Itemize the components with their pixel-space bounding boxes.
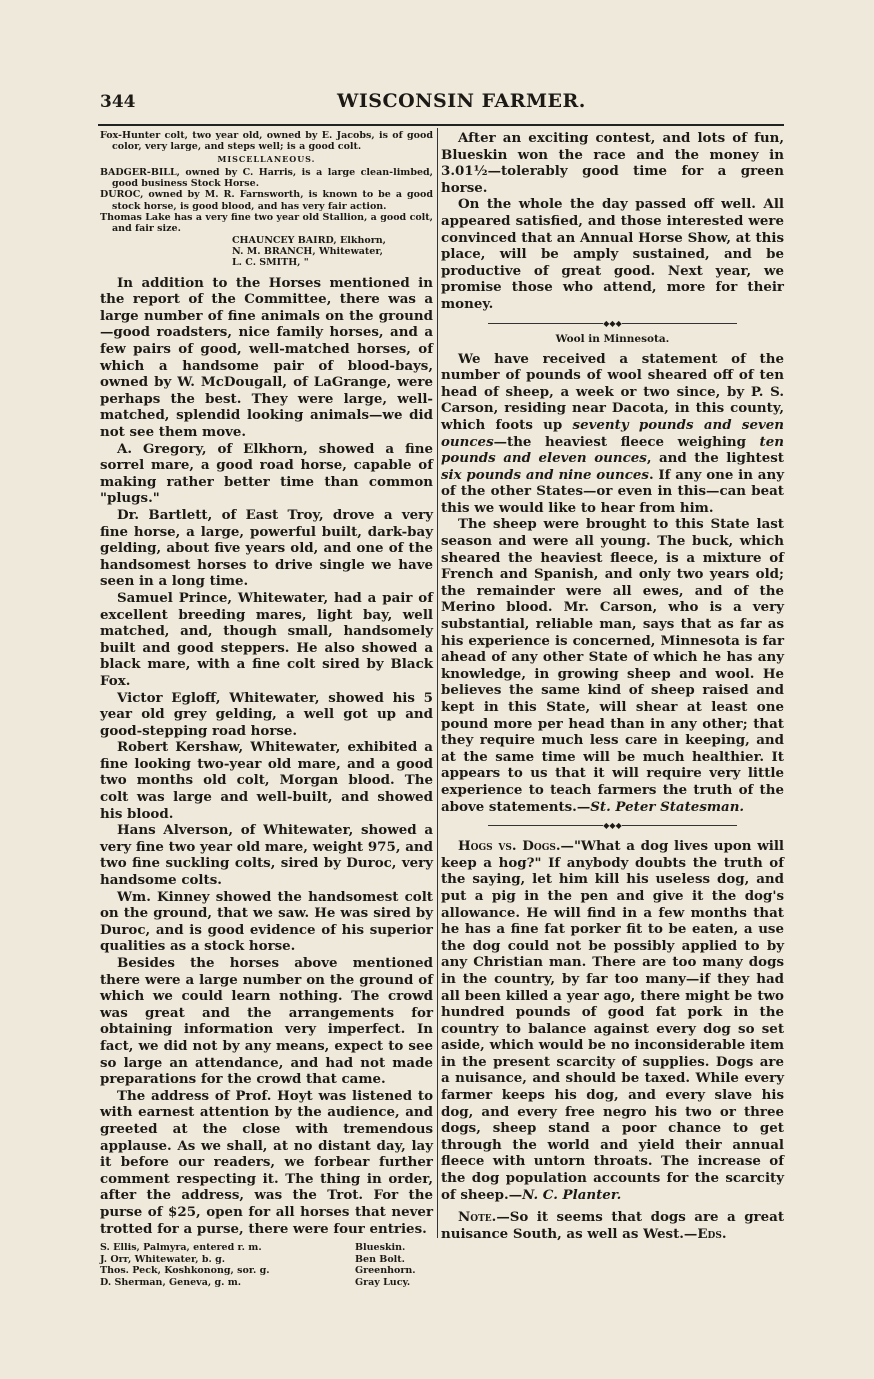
section-separator: [441, 821, 784, 830]
paragraph: Wm. Kinney showed the handsomest colt on the ground, that we saw. He was sired by Duroc, and is good evidence of his superior qualities as a stock horse.: [100, 888, 433, 955]
source-attribution: St. Peter Statesman.: [590, 798, 745, 815]
text-run: The sheep were brought to this State last season and were all young. The buck, which sheared the heaviest fleece, is a mixture of French and Spanish, and only two years old; the remainder were all ewes, and of the Merino blood. Mr. Carson, who is a very substantial, reliable man, says that as far as his experience is concerned, Minnesota is far ahead of any other State of which he has any knowledge, in growing sheep and wool. He believes the same kind of sheep raised and kept in this State, will shear at least one pound more per head than in any other; that they require much less care in keeping, and at the same time will be much healthier. It appears to us that it will require very little experience to teach farmers the truth of the above statements.—: [441, 516, 784, 815]
entry-owner: S. Ellis, Palmyra, entered r. m.: [100, 1242, 262, 1254]
editors-signature: Eds.: [697, 1225, 727, 1242]
signature: N. M. BRANCH, Whitewater,: [232, 245, 383, 257]
wool-section-title: Wool in Minnesota.: [555, 332, 670, 345]
note-paragraph: [441, 1209, 784, 1242]
wool-paragraph-1: [441, 351, 784, 517]
column-divider: [437, 128, 438, 1238]
trot-entry: [100, 1242, 433, 1254]
entry-badger-bill: BADGER-BILL, owned by C. Harris, is a large clean-limbed, good business Stock Horse.: [100, 166, 433, 190]
separator-rule-left: [488, 825, 603, 826]
hogs-paragraph: [441, 838, 784, 1203]
paragraph: The address of Prof. Hoyt was listened to with earnest attention by the audience, and greeted at the close with tremendous applause. As we shall, at no distant day, lay it before our readers, we forbear further comment respecting it. The thing in order, after the address, was the Trot. For the purse of $25, open for all horses that never trotted for a purse, there were four entries.: [100, 1087, 433, 1237]
entry-horse: Ben Bolt.: [355, 1253, 405, 1265]
entry-owner: D. Sherman, Geneva, g. m.: [100, 1276, 242, 1288]
paragraph: On the whole the day passed off well. All appeared satisfied, and those interested were convinced that an Annual Horse Show, at this place, will be amply sustained, and be productive of great good. Next year, we promise those who attend, more for their money.: [441, 196, 784, 312]
text-run: , and the lightest: [646, 450, 784, 467]
wool-paragraph-2: [441, 516, 784, 815]
signature: L. C. SMITH, ": [232, 256, 309, 268]
text-run: —the heaviest fleece weighing: [493, 433, 760, 450]
paragraph: After an exciting contest, and lots of fun, Blueskin won the race and the money in 3.01½—tolerably good time for a green horse.: [441, 130, 784, 196]
header-rule: [98, 124, 784, 126]
separator-rule-right: [622, 825, 737, 826]
italic-run: ten pounds and eleven ounces: [441, 433, 784, 467]
text-run: . If any one in any of the other States—or even in this—can beat this we would like to hear from him.: [441, 466, 784, 516]
committee-signatures: [232, 235, 433, 268]
text-run: —So it seems that dogs are a great nuisance South, as well as West.—: [441, 1209, 784, 1242]
trot-entry: [100, 1277, 433, 1289]
committee-entries: [100, 130, 433, 235]
entry-fox-hunter: Fox-Hunter colt, two year old, owned by E. Jacobs, is of good color, very large, and steps well; is a good colt.: [100, 130, 433, 153]
right-column: [441, 130, 784, 1242]
source-attribution: N. C. Planter.: [522, 1186, 622, 1203]
paragraph: Robert Kershaw, Whitewater, exhibited a fine looking two-year old mare, and a good two months old colt, Morgan blood. The colt was large and well-built, and showed his blood.: [100, 739, 433, 822]
trot-entry: [100, 1254, 433, 1266]
entry-horse: Gray Lucy.: [355, 1276, 411, 1288]
entry-horse: Blueskin.: [355, 1242, 406, 1254]
separator-rule-left: [488, 323, 603, 324]
paragraph: Dr. Bartlett, of East Troy, drove a very fine horse, a large, powerful built, dark-bay gelding, about five years old, and one of the handsomest horses to drive single we have seen in a long time.: [100, 506, 433, 590]
paragraph: A. Gregory, of Elkhorn, showed a fine sorrel mare, a good road horse, capable of making rather better time than common "plugs.": [100, 440, 433, 507]
article-lead: Hogs vs. Dogs.: [458, 838, 561, 855]
text-run: We have received a statement of the number of pounds of wool sheared off of ten head of sheep, a week or two since, by P. S. Carson, residing near Dacota, in this county, which foots up: [441, 350, 784, 433]
paragraph: Samuel Prince, Whitewater, had a pair of excellent breeding mares, light bay, well matched, and, though small, handsomely built and good steppers. He also showed a black mare, with a fine colt sired by Black Fox.: [100, 589, 433, 689]
separator-ornament: ◆◆◆: [603, 820, 622, 831]
trot-entry: [100, 1265, 433, 1277]
entry-horse: Greenhorn.: [355, 1265, 416, 1277]
paragraph: In addition to the Horses mentioned in the report of the Committee, there was a large number of fine animals on the ground—good roadsters, nice family horses, and a few pairs of good, well-matched horses, of which a handsome pair of blood-bays, owned by W. McDougall, of LaGrange, were perhaps the best. They were large, well-matched, splendid looking animals—we did not see them move.: [100, 274, 433, 441]
section-separator: [441, 319, 784, 328]
signature: CHAUNCEY BAIRD, Elkhorn,: [232, 234, 386, 246]
page-title: WISCONSIN FARMER.: [337, 90, 586, 112]
paragraph: Hans Alverson, of Whitewater, showed a very fine two year old mare, weight 975, and two fine suckling colts, sired by Duroc, very handsome colts.: [100, 822, 433, 889]
entry-thomas-lake: Thomas Lake has a very fine two year old Stallion, a good colt, and fair size.: [100, 212, 433, 235]
italic-run: seventy pounds and seven ounces: [441, 416, 784, 450]
text-run: —"What a dog lives upon will keep a hog?" If anybody doubts the truth of the saying, let him kill his useless dog, and put a pig in the pen and give it the dog's allowance. He will find in a few months that he has a fine fat porker fit to be eaten, a use the dog could not be possibly applied to by any Christian man. There are too many dogs in the country, by far too many—if they had all been killed a year ago, there might be two hundred pounds of good fat pork in the country to balance against every dog so set aside, which would be no inconsiderable item in the present scarcity of supplies. Dogs are a nuisance, and should be taxed. While every farmer keeps his dog, and every slave his dog, and every free negro his two or three dogs, sheep stand a poor chance to get through the world and yield their annual fleece with untorn throats. The increase of the dog population accounts for the scarcity of sheep.—: [441, 838, 784, 1203]
paragraph: Victor Egloff, Whitewater, showed his 5 year old grey gelding, a well got up and good-stepping road horse.: [100, 689, 433, 739]
separator-ornament: ◆◆◆: [603, 317, 622, 328]
miscellaneous-heading: MISCELLANEOUS.: [217, 153, 316, 164]
separator-rule-right: [622, 323, 737, 324]
left-column: [100, 130, 433, 1288]
trot-entries: [100, 1242, 433, 1288]
entry-owner: J. Orr, Whitewater, b. g.: [100, 1253, 226, 1265]
entry-duroc: DUROC, owned by M. R. Farnsworth, is known to be a good stock horse, is good blood, and has very fair action.: [100, 189, 433, 212]
italic-run: six pounds and nine ounces: [441, 466, 649, 483]
page-number: 344: [100, 92, 136, 112]
entry-owner: Thos. Peck, Koshkonong, sor. g.: [100, 1265, 270, 1277]
paragraph: Besides the horses above mentioned there were a large number on the ground of which we could learn nothing. The crowd was great and the arrangements for obtaining information very imperfect. In fact, we did not by any means, expect to see so large an attendance, and had not made preparations for the crowd that came.: [100, 955, 433, 1088]
note-lead: Note.: [458, 1209, 497, 1226]
